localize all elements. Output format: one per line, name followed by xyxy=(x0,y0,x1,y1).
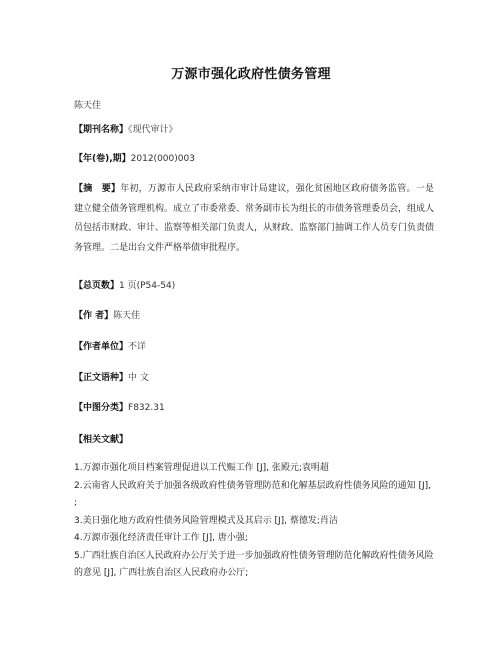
language-field xyxy=(74,369,434,388)
references-heading: 【相关文献】 xyxy=(74,435,129,445)
reference-item: 1.万源市强化项目档案管理促进以工代赈工作 [J], 张殿元;袁明超 xyxy=(74,463,329,473)
year-issue-field xyxy=(74,150,434,169)
journal-field xyxy=(74,121,434,140)
abstract-value: 年初，万源市人民政府采纳市审计局建议，强化贫困地区政府债务监管。一是建立健全债务管理机构。成立了市委常委、常务副市长为组长的市债务管理委员会，组成人员包括市财政、审计、监察等相关部门负责人，从财政、监察部门抽调工作人员专门负责债务管理。二是出台文件严格举债审批程序。 xyxy=(74,184,435,253)
classification-field xyxy=(74,399,434,418)
reference-item: 2.云南省人民政府关于加强各级政府性债务管理防范和化解基层政府性债务风险的通知 [J], ; xyxy=(74,480,431,508)
classification-value: F832.31 xyxy=(128,403,165,413)
language-label: 【正文语种】 xyxy=(74,373,129,383)
classification-label: 【中图分类】 xyxy=(74,403,129,413)
author-line: 陈天佳 xyxy=(74,101,102,111)
authors-label: 【作 者】 xyxy=(74,311,114,321)
affiliation-label: 【作者单位】 xyxy=(74,342,129,352)
pages-value: 1 页(P54-54) xyxy=(119,281,176,291)
year-issue-label: 【年(卷),期】 xyxy=(74,154,131,164)
reference-item: 3.美日强化地方政府性债务风险管理模式及其启示 [J], 蔡德发;肖洁 xyxy=(74,515,338,526)
authors-field xyxy=(74,307,434,326)
affiliation-value: 不详 xyxy=(128,342,147,352)
year-issue-value: 2012(000)003 xyxy=(130,154,195,164)
journal-label: 【期刊名称】 xyxy=(74,125,129,135)
document-title: 万源市强化政府性债务管理 xyxy=(171,67,331,82)
reference-item: 4.万源市强化经济责任审计工作 [J], 唐小强; xyxy=(74,533,248,543)
abstract-field xyxy=(74,180,434,258)
reference-item: 5.广西壮族自治区人民政府办公厅关于进一步加强政府性债务管理防范化解政府性债务风险的意见 [J], 广西壮族自治区人民政府办公厅; xyxy=(74,550,434,578)
pages-field xyxy=(74,277,434,296)
abstract-label: 【摘 要】 xyxy=(74,184,121,194)
references-list xyxy=(74,460,434,583)
affiliation-field xyxy=(74,338,434,357)
language-value: 中 文 xyxy=(128,373,149,383)
pages-label: 【总页数】 xyxy=(74,281,120,291)
journal-value: 《现代审计》 xyxy=(128,125,178,135)
authors-value: 陈天佳 xyxy=(113,311,141,321)
